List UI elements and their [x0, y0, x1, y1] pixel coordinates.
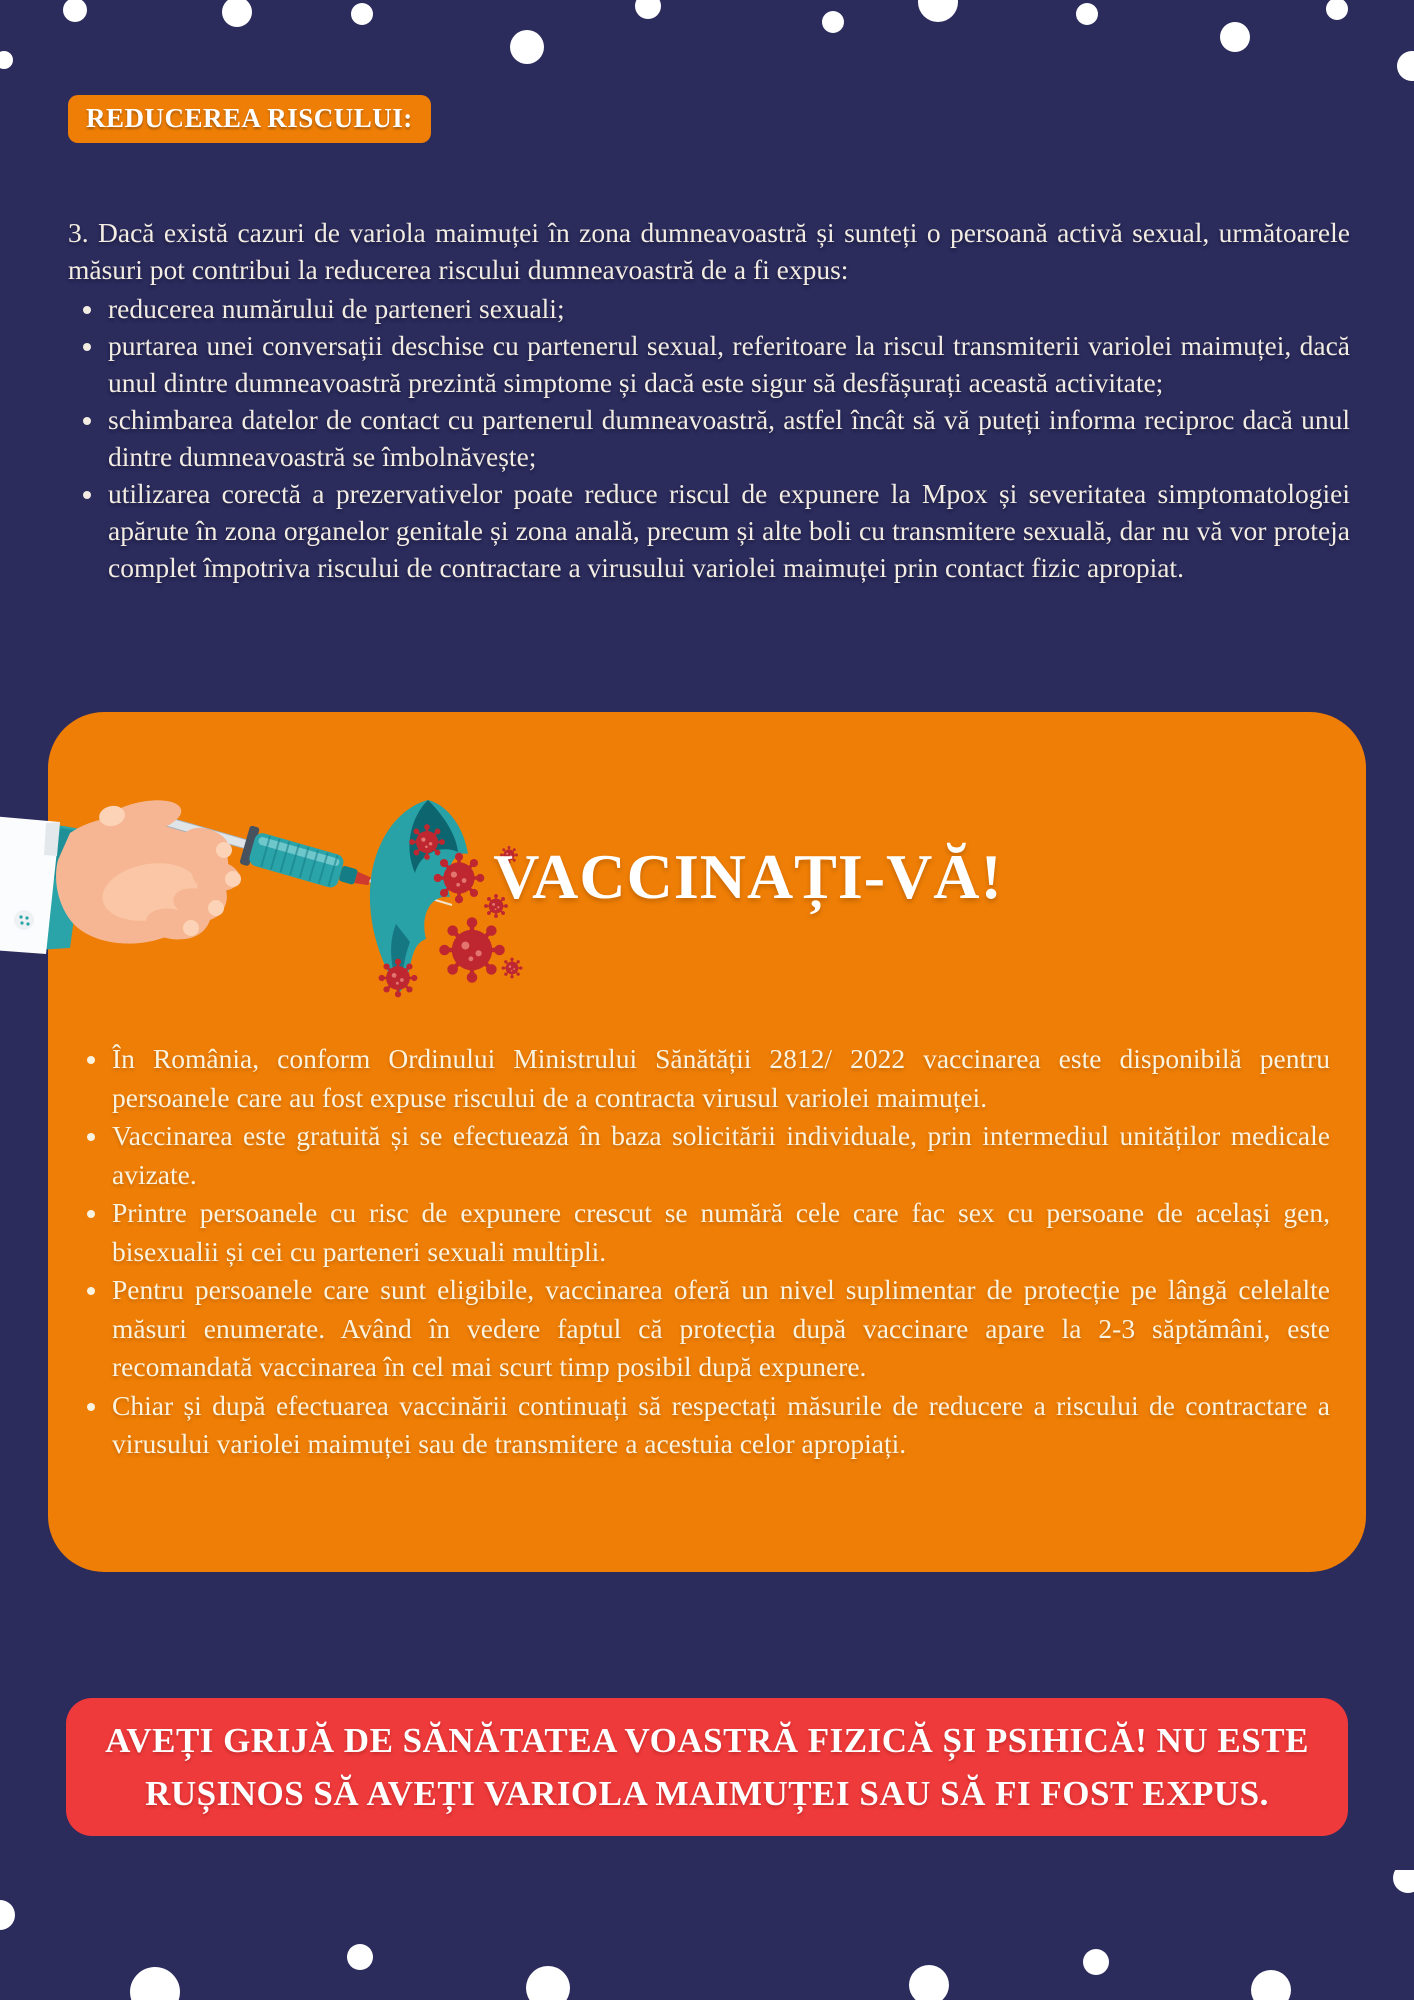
- risk-section-badge: [68, 95, 431, 143]
- risk-section-badge-label: REDUCEREA RISCULUI:: [86, 103, 413, 133]
- risk-bullet-list: [68, 290, 1350, 586]
- polka-dots-top: [0, 0, 1414, 90]
- polka-dots-bottom: [0, 1870, 1414, 2000]
- vaccination-card: [48, 712, 1366, 1572]
- risk-bullet-item: • utilizarea corectă a prezervativelor poate reduce riscul de expunere la Mpox și severitatea simptomatologiei apărute în zona organelor genitale și zona anală, precum și alte boli cu transmitere sexuală, dar nu vă vor proteja complet împotriva riscului de contractare a virusului variolei maimuței prin contact fizic apropiat.: [106, 475, 1350, 586]
- vaccination-bullet-item: • Chiar și după efectuarea vaccinării continuați să respectați măsurile de reducere a riscului de contractare a virusului variolei maimuței sau de transmitere a acestuia celor apropiați.: [110, 1387, 1330, 1464]
- mental-health-banner-text: AVEȚI GRIJĂ DE SĂNĂTATEA VOASTRĂ FIZICĂ ȘI PSIHICĂ! NU ESTE RUȘINOS SĂ AVEȚI VARIOLA MAIMUȚEI SAU SĂ FI FOST EXPUS.: [105, 1721, 1309, 1814]
- risk-reduction-section: [68, 214, 1350, 586]
- vaccination-bullet-item: • Vaccinarea este gratuită și se efectuează în baza solicitării individuale, prin intermediul unităților medicale avizate.: [110, 1117, 1330, 1194]
- vaccination-title: VACCINAȚI-VĂ!: [493, 841, 1003, 912]
- risk-bullet-item: • purtarea unei conversații deschise cu partenerul sexual, referitoare la riscul transmiterii variolei maimuței, dacă unul dintre dumneavoastră prezintă simptome și dacă este sigur să desfășurați această activitate;: [106, 327, 1350, 401]
- vaccination-bullet-item: • Pentru persoanele care sunt eligibile, vaccinarea oferă un nivel suplimentar de protecție pe lângă celelalte măsuri enumerate. Având în vedere faptul că protecția după vaccinare apare la 2-3 săptămâni, este recomandată vaccinarea în cel mai scurt timp posibil după expunere.: [110, 1271, 1330, 1387]
- vaccination-info: [68, 1040, 1330, 1464]
- vaccination-bullet-list: [68, 1040, 1330, 1464]
- risk-intro-paragraph: 3. Dacă există cazuri de variola maimuței în zona dumneavoastră și sunteți o persoană activă sexual, următoarele măsuri pot contribui la reducerea riscului dumneavoastră de a fi expus:: [68, 217, 1350, 285]
- vaccination-bullet-item: • Printre persoanele cu risc de expunere crescut se numără cele care fac sex cu persoane de același gen, bisexualii și cei cu parteneri sexuali multipli.: [110, 1194, 1330, 1271]
- risk-bullet-item: • reducerea numărului de parteneri sexuali;: [106, 290, 1350, 327]
- risk-bullet-item: • schimbarea datelor de contact cu partenerul dumneavoastră, astfel încât să vă puteți informa reciproc dacă unul dintre dumneavoastră se îmbolnăvește;: [106, 401, 1350, 475]
- vaccination-bullet-item: • În România, conform Ordinului Ministrului Sănătății 2812/ 2022 vaccinarea este disponibilă pentru persoanele care au fost expuse riscului de a contracta virusul variolei maimuței.: [110, 1040, 1330, 1117]
- mental-health-banner: [66, 1698, 1348, 1836]
